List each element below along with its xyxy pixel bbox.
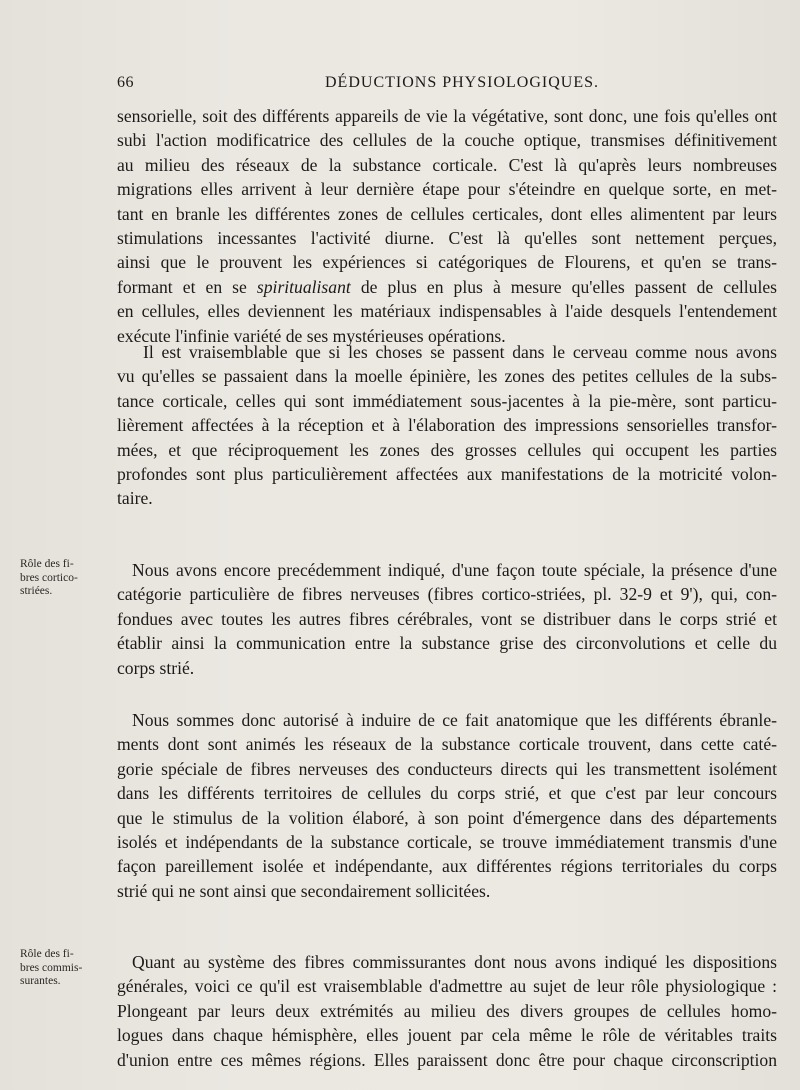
text-line: ments dont sont animés les réseaux de la substance corticale trouvent, dans cette caté- <box>117 734 777 755</box>
margin-note-line: bres cortico- <box>20 571 78 584</box>
page-number: 66 <box>117 74 134 91</box>
text-line: corps strié. <box>117 657 195 678</box>
text-line: tant en branle les différentes zones de cellules certicales, dont elles alimentent par leurs <box>117 203 777 224</box>
margin-note-cortico-striees <box>20 558 110 599</box>
text-line: que le stimulus de la volition élaboré, à son point d'émergence dans des départements <box>117 807 777 828</box>
margin-note-line: striées. <box>20 585 53 597</box>
text-line: en cellules, elles deviennent les matériaux indispensables à l'aide desquels l'entendement <box>117 301 777 322</box>
text-line: gorie spéciale de fibres nerveuses des conducteurs directs qui les transmettent isolément <box>117 758 777 779</box>
text-line: au milieu des réseaux de la substance corticale. C'est là qu'après leurs nombreuses <box>117 154 777 175</box>
text-line: catégorie particulière de fibres nerveuses (fibres cortico-striées, pl. 32-9 et 9'), qui, con- <box>117 584 777 605</box>
paragraph-4 <box>117 708 777 903</box>
margin-note-line: Rôle des fi- <box>20 558 74 570</box>
text-line: Il est vraisemblable que si les choses se passent dans le cerveau comme nous avons <box>143 342 777 362</box>
running-title: DÉDUCTIONS PHYSIOLOGIQUES. <box>325 74 599 91</box>
page-header <box>117 74 775 98</box>
margin-note-line: bres commis- <box>20 961 83 974</box>
margin-note-line: Rôle des fi- <box>20 948 74 960</box>
italic-word: spiritualisant <box>256 276 351 297</box>
text-line: Quant au système des fibres commissurantes dont nous avons indiqué les dispositions <box>132 952 777 972</box>
text-line: lièrement affectées à la réception et à l'élaboration des impressions sensorielles transfor- <box>117 415 777 436</box>
paragraph-2 <box>117 340 777 511</box>
text-line: vu qu'elles se passaient dans la moelle épinière, les zones des petites cellules de la subs- <box>117 366 777 387</box>
text-line: tance corticale, celles qui sont immédiatement sous-jacentes à la pie-mère, sont particu- <box>117 390 777 411</box>
text-line: dans les différents territoires de cellules du corps strié, et que c'est par leur concours <box>117 783 777 804</box>
paragraph-1 <box>117 104 777 348</box>
text-line: migrations elles arrivent à leur dernière étape pour s'éteindre en quelque sorte, en met- <box>117 179 777 200</box>
text-line: logues dans chaque hémisphère, elles jouent par cela même le rôle de véritables traits <box>117 1025 777 1046</box>
text-line: exécute l'infinie variété de ses mystérieuses opérations. <box>117 325 506 346</box>
text-line: établir ainsi la communication entre la substance grise des circonvolutions et celle du <box>117 633 777 654</box>
text-line: d'union entre ces mêmes régions. Elles paraissent donc être pour chaque circonscription <box>117 1049 777 1070</box>
paragraph-5 <box>117 950 777 1072</box>
text-line-with-italic: formant et en se spiritualisant de plus en plus à mesure qu'elles passent de cellules <box>117 276 778 297</box>
text-line: strié qui ne sont ainsi que secondairement sollicitées. <box>117 880 491 901</box>
text-line: Nous avons encore precédemment indiqué, d'une façon toute spéciale, la présence d'une <box>132 560 777 580</box>
text-line: profondes sont plus particulièrement affectées aux manifestations de la motricité volon- <box>117 463 777 484</box>
text-line: stimulations incessantes l'activité diurne. C'est là qu'elles sont nettement perçues, <box>117 227 777 248</box>
text-line: isolés et indépendants de la substance corticale, se trouve immédiatement transmis d'une <box>117 831 777 852</box>
paragraph-3 <box>117 558 777 680</box>
text-line: ainsi que le prouvent les expériences si catégoriques de Flourens, et qu'en se trans- <box>117 252 777 273</box>
text-line: fondues avec toutes les autres fibres cérébrales, vont se distribuer dans le corps strié et <box>117 608 777 629</box>
text-line: Plongeant par leurs deux extrémités au milieu des divers groupes de cellules homo- <box>117 1000 777 1021</box>
margin-note-commissurantes <box>20 948 110 989</box>
text-line: Nous sommes donc autorisé à induire de ce fait anatomique que les différents ébranle- <box>132 710 777 730</box>
text-line: générales, voici ce qu'il est vraisemblable d'admettre au sujet de leur rôle physiologique : <box>117 976 777 997</box>
text-line: sensorielle, soit des différents appareils de vie la végétative, sont donc, une fois qu'elles ont <box>117 106 777 126</box>
margin-note-line: surantes. <box>20 975 61 987</box>
text-line: mées, et que réciproquement les zones des grosses cellules qui occupent les parties <box>117 439 777 460</box>
text-line: taire. <box>117 488 153 509</box>
text-line: façon pareillement isolée et indépendante, aux différentes régions territoriales du corps <box>117 856 777 877</box>
text-line: subi l'action modificatrice des cellules de la couche optique, transmises définitivement <box>117 130 777 151</box>
